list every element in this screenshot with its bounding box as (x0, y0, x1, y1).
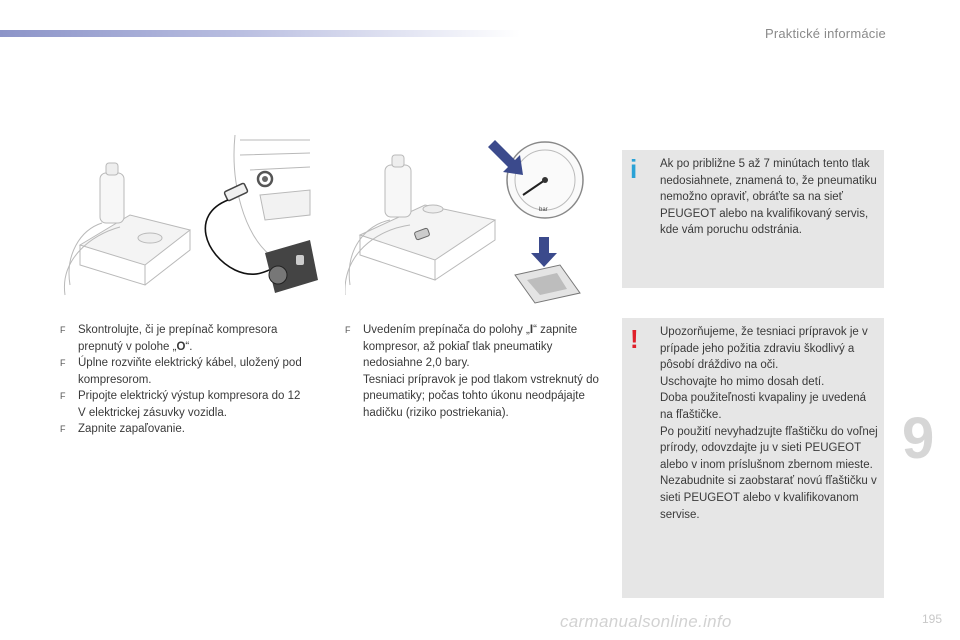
warning-box (622, 318, 884, 598)
list-item: F Pripojte elektrický výstup kompresora do 12 V elektrickej zásuvky vozidla. (60, 390, 301, 419)
gauge-unit-label: bar (539, 207, 548, 213)
info-text: Ak po približne 5 až 7 minútach tento tlak nedosiahnete, znamená to, že pneumatiku nemožno opraviť, obráťte sa na sieť PEUGEOT alebo na kvalifikovaný servis, kde vám poruchu odstránia. (660, 158, 877, 237)
instruction-steps-left (60, 322, 310, 438)
compressor-gauge-illustration (345, 135, 603, 307)
watermark-text: carmanualsonline.info (560, 612, 732, 631)
warning-paragraph: Nezabudnite si zaobstarať novú fľaštičku v sieti PEUGEOT alebo v kvalifikovanom servise. (660, 475, 877, 521)
page-number: 195 (921, 612, 942, 626)
compressor-gauge-drawing (345, 135, 603, 307)
warning-text (660, 324, 880, 523)
press-arrow-icon (531, 237, 557, 267)
bullet-icon: F (60, 391, 66, 401)
compressor-switch-icon-2 (515, 265, 580, 303)
header-accent-bar (0, 30, 520, 37)
direction-arrow-icon (488, 140, 523, 175)
bullet-icon: F (60, 358, 66, 368)
list-item: F Zapnite zapaľovanie. (60, 421, 310, 438)
info-box (622, 150, 884, 288)
warning-paragraph: Po použití nevyhadzujte fľaštičku do voľnej prírody, odovzdajte ju v sieti PEUGEOT alebo v inom príslušnom zbernom mieste. (660, 425, 878, 471)
chapter-number: 9 (902, 406, 935, 471)
page-header-title: Praktické informácie (764, 26, 886, 41)
bullet-icon: F (345, 325, 351, 335)
compressor-switch-icon (265, 240, 318, 293)
instruction-steps-right (345, 322, 607, 421)
compressor-socket-drawing (60, 135, 318, 307)
list-item: F Úplne rozviňte elektrický kábel, uložený pod kompresorom. (60, 357, 302, 386)
warning-icon: ! (630, 324, 639, 354)
list-item: F Uvedením prepínača do polohy „I“ zapnite kompresor, až pokiaľ tlak pneumatiky nedosiahne 2,0 bary. Tesniaci prípravok je pod tlakom vstreknutý do pneumatiky; počas tohto úkonu neodpájajte hadičku (riziko postriekania). (345, 324, 599, 419)
warning-paragraph: Doba použiteľnosti kvapaliny je uvedená na fľaštičke. (660, 392, 867, 421)
info-icon: i (630, 154, 638, 184)
warning-paragraph: Uschovajte ho mimo dosah detí. (660, 375, 825, 388)
pressure-gauge-icon (507, 142, 583, 218)
compressor-socket-illustration (60, 135, 318, 307)
bullet-icon: F (60, 424, 66, 434)
step-note: Tesniaci prípravok je pod tlakom vstreknutý do pneumatiky; počas tohto úkonu neodpájajte hadičku (riziko postriekania). (363, 373, 599, 419)
bullet-icon: F (60, 325, 66, 335)
warning-paragraph: Upozorňujeme, že tesniaci prípravok je v prípade jeho požitia zdraviu škodlivý a pôsobí dráždivo na oči. (660, 326, 868, 372)
list-item: F Skontrolujte, či je prepínač kompresora prepnutý v polohe „O“. (60, 324, 278, 353)
